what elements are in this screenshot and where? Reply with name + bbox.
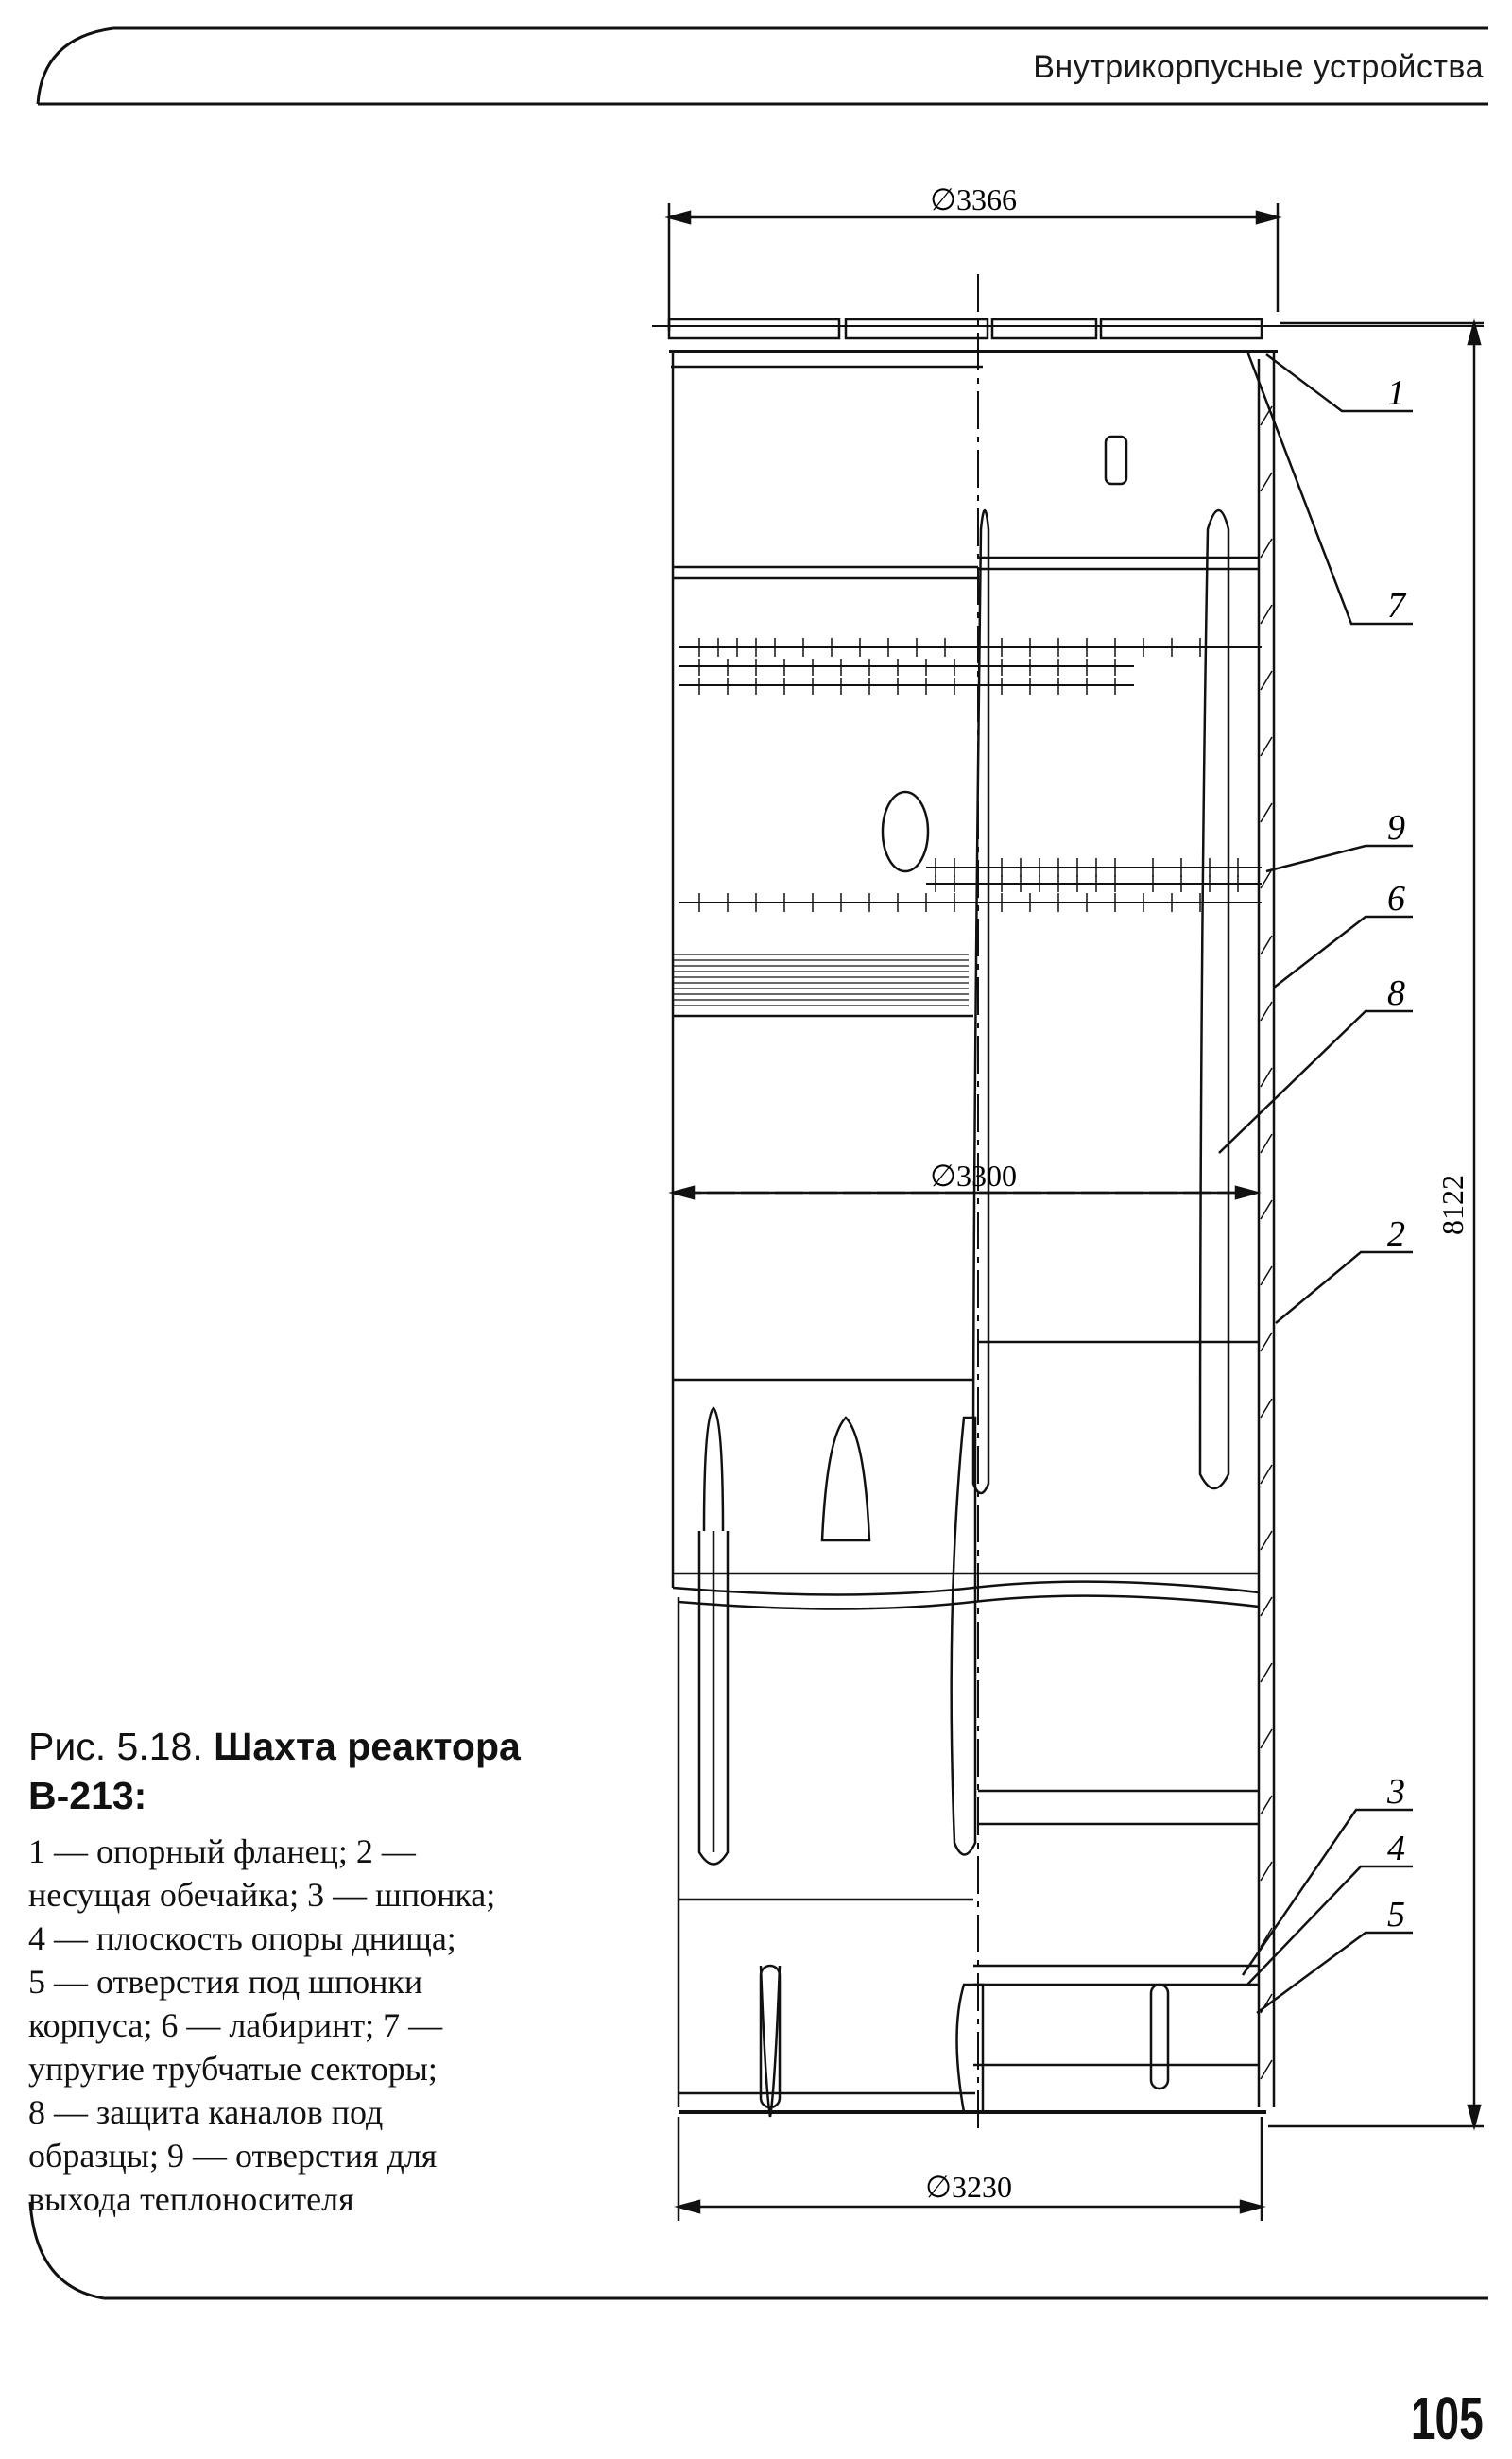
caption-legend (28, 1830, 592, 2221)
leader-label-7: 7 (1387, 586, 1405, 626)
leader-label-4: 4 (1387, 1829, 1405, 1868)
leader-label-1: 1 (1387, 373, 1405, 413)
top-diameter-label: ∅3366 (930, 182, 1017, 216)
caption-title (28, 1722, 592, 1820)
caption-line: 5 — отверстия под шпонки (28, 1963, 423, 2001)
caption-line: 8 — защита каналов под (28, 2093, 384, 2131)
leader-label-2: 2 (1387, 1214, 1405, 1254)
leader-label-5: 5 (1387, 1895, 1405, 1935)
caption-line: корпуса; 6 — лабиринт; 7 — (28, 2006, 443, 2044)
page-number: 105 (1411, 2384, 1484, 2452)
perforation-ticks (699, 638, 1238, 912)
caption-line: 4 — плоскость опоры днища; (28, 1919, 456, 1957)
leader-label-3: 3 (1387, 1772, 1405, 1812)
caption-prefix: Рис. 5.18. (28, 1725, 203, 1768)
leader-label-8: 8 (1387, 973, 1405, 1013)
caption-line: 1 — опорный фланец; 2 — (28, 1832, 416, 1870)
caption-line: упругие трубчатые секторы; (28, 2050, 438, 2088)
caption-line: выхода теплоносителя (28, 2180, 354, 2218)
caption-line: образцы; 9 — отверстия для (28, 2137, 438, 2175)
leader-label-9: 9 (1387, 808, 1405, 848)
middle-diameter-label: ∅3300 (930, 1159, 1017, 1193)
height-label: 8122 (1435, 1175, 1469, 1235)
caption-line: несущая обечайка; 3 — шпонка; (28, 1876, 496, 1914)
bottom-diameter-label: ∅3230 (925, 2170, 1012, 2204)
running-header: Внутрикорпусные устройства (1033, 49, 1484, 85)
figure-caption (28, 1722, 592, 2221)
caption-title-bold: Шахта реактора В-213: (28, 1725, 521, 1817)
leader-label-6: 6 (1387, 879, 1405, 919)
